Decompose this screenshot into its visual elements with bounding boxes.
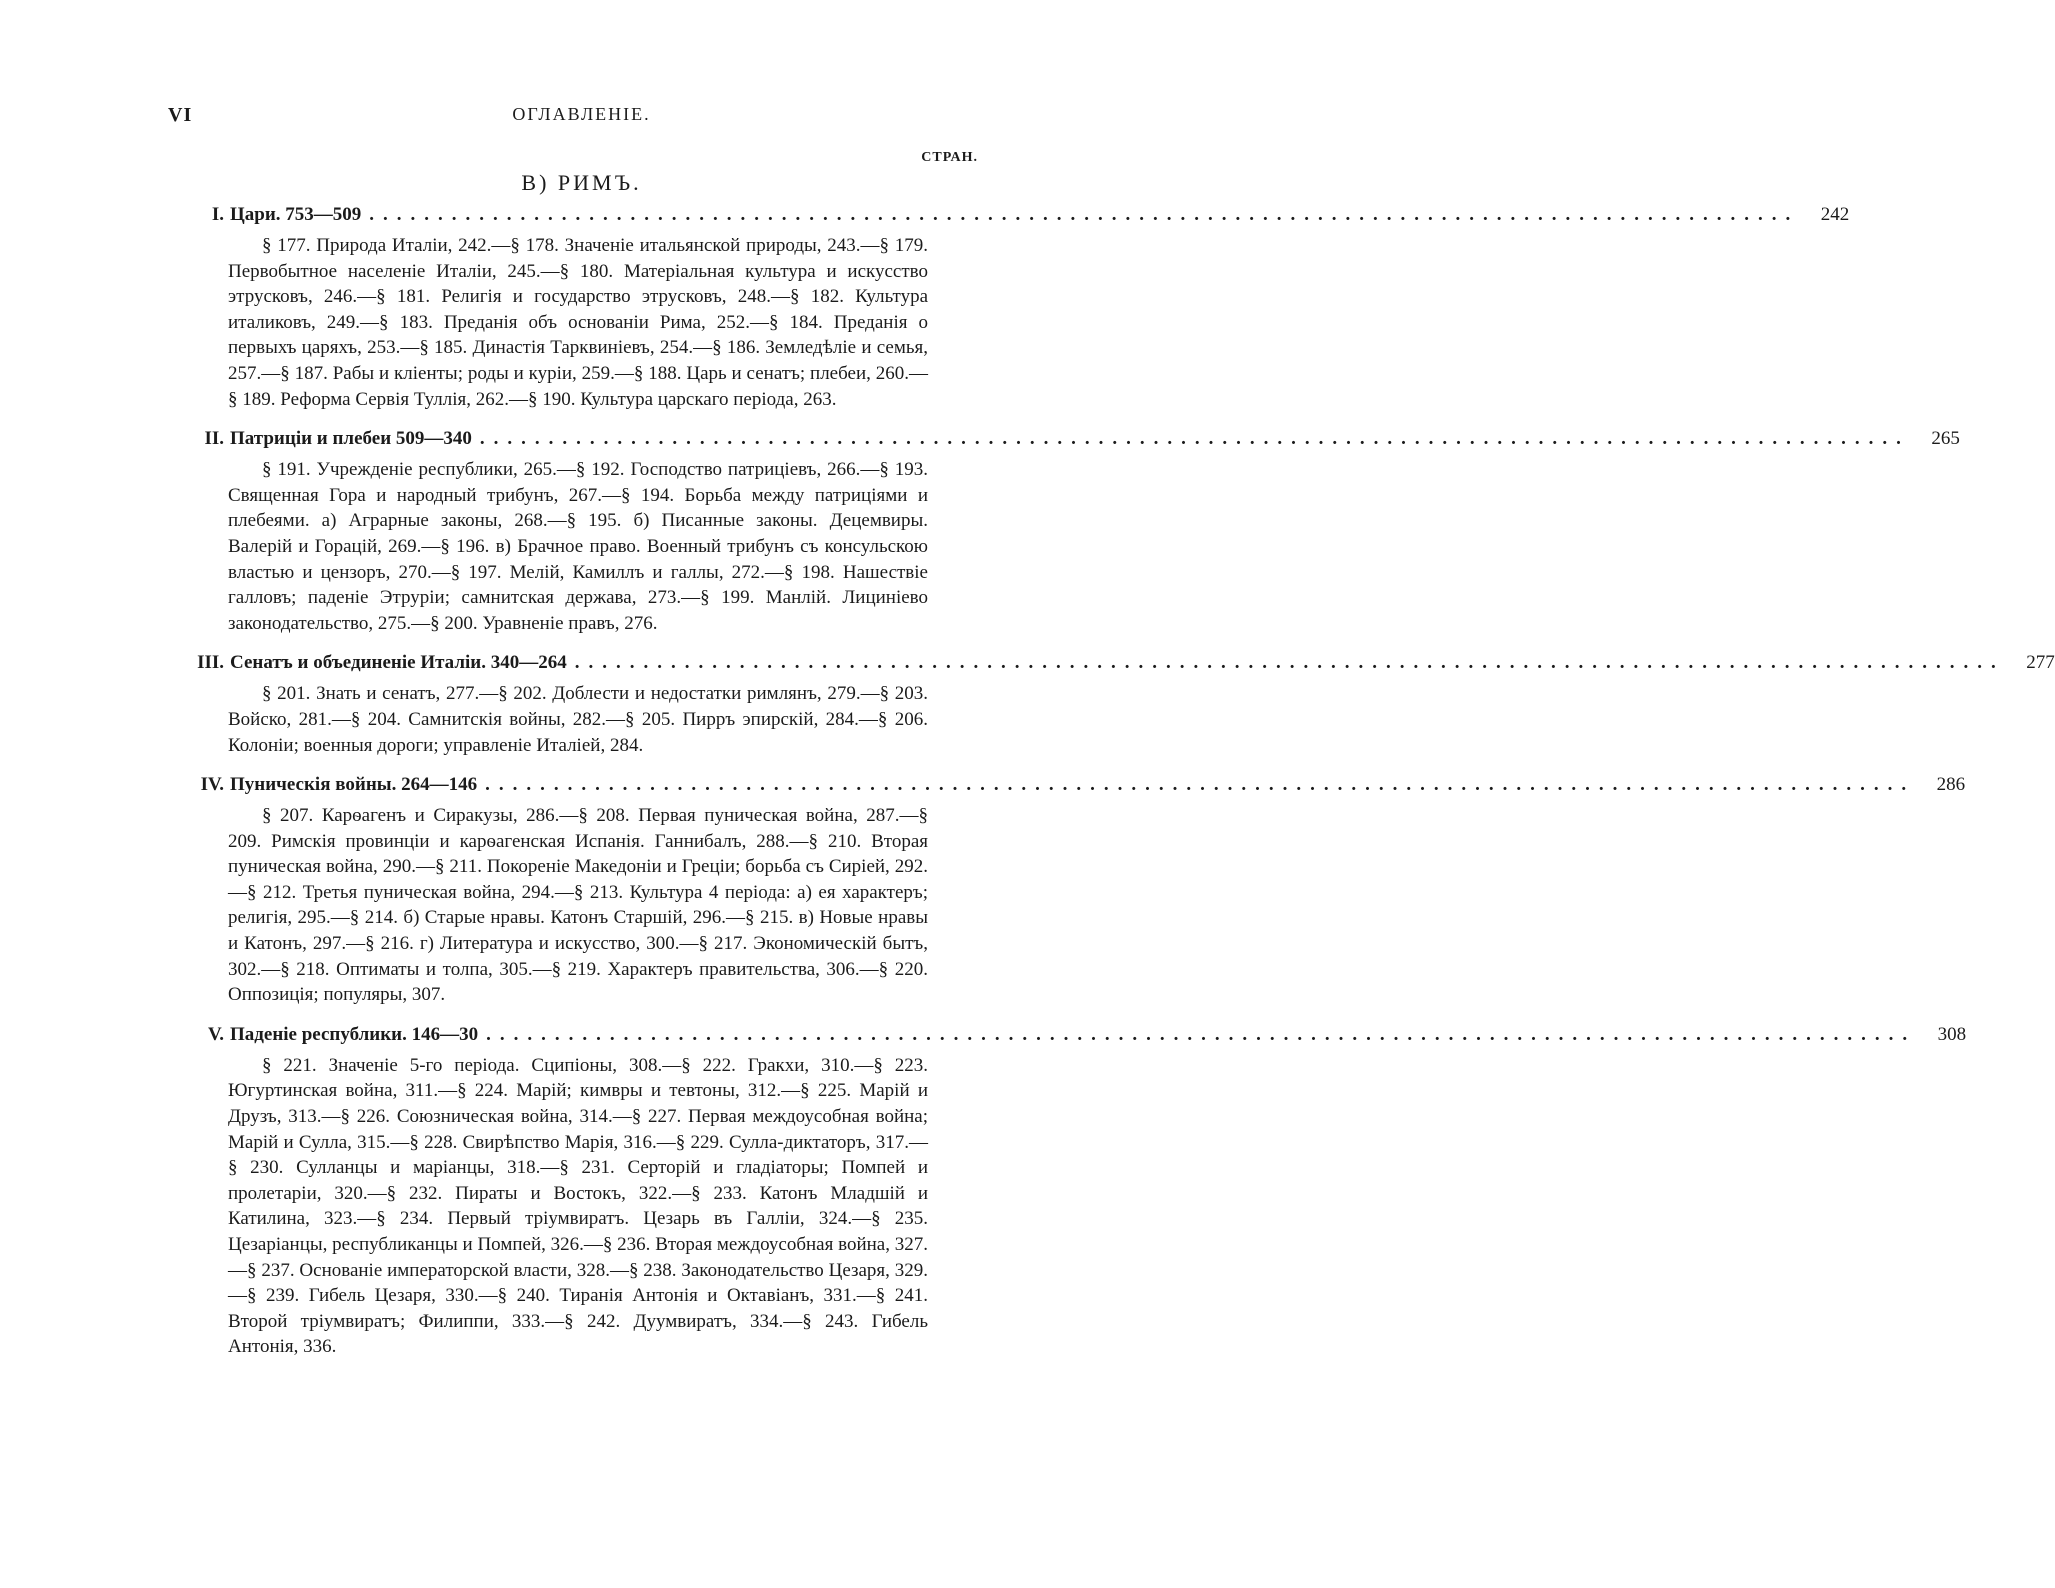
page-column-label: СТРАН. [921, 150, 978, 165]
chapter-page: 286 [1936, 774, 1966, 796]
chapter-title: Сенатъ и объединеніе Италіи. 340—264 [230, 652, 567, 674]
chapter-number: I. [211, 204, 224, 225]
chapter-page: 308 [1937, 1023, 1967, 1045]
chapter-heading[interactable] [180, 424, 1960, 454]
dot-leader: ........................................................................................................ [486, 1023, 1917, 1045]
chapter-contents: § 221. Значеніе 5-го періода. Сципіоны, 308.—§ 222. Гракхи, 310.—§ 223. Югуртинская война, 311.—§ 224. Марій; кимвры и тевтоны, 312.—§ 225. Марій и Друзъ, 313.—§ 226. Союзническая война, 314.—§ 227. Первая междоусобная война; Марій и Сулла, 315.—§ 228. Свирѣпство Марія, 316.—§ 229. Сулла-диктаторъ, 317.—§ 230. Сулланцы и маріанцы, 318.—§ 231. Серторій и гладіаторы; Помпей и пролетаріи, 320.—§ 232. Пираты и Востокъ, 322.—§ 233. Катонъ Младшій и Катилина, 323.—§ 234. Первый тріумвиратъ. Цезарь въ Галліи, 324.—§ 235. Цезаріанцы, республиканцы и Помпей, 326.—§ 236. Вторая междоусобная война, 327.—§ 237. Основаніе императорской власти, 328.—§ 238. Законодательство Цезаря, 329.—§ 239. Гибель Цезаря, 330.—§ 240. Тиранія Антонія и Октавіанъ, 331.—§ 241. Второй тріумвиратъ; Филиппи, 333.—§ 242. Дуумвиратъ, 334.—§ 243. Гибель Антонія, 336. [228, 1054, 928, 1358]
chapter-contents: § 201. Знать и сенатъ, 277.—§ 202. Доблести и недостатки римлянъ, 279.—§ 203. Войско, 281.—§ 204. Самнитскія войны, 282.—§ 205. Пирръ эпирскій, 284.—§ 206. Колоніи; военныя дороги; управленіе Италіей, 284. [228, 683, 928, 756]
toc-chapter-3 [180, 648, 2055, 758]
chapter-title: Паденіе республики. 146—30 [230, 1023, 479, 1045]
toc-chapter-4 [180, 770, 1966, 1008]
chapter-heading[interactable] [180, 648, 2055, 678]
chapter-heading[interactable] [180, 200, 1850, 230]
chapter-number: V. [207, 1023, 224, 1045]
chapter-number: III. [197, 652, 224, 674]
dot-leader: ........................................................................................................ [574, 652, 2005, 674]
toc-chapter-2 [180, 424, 1960, 636]
chapter-title: Патриціи и плебеи 509—340 [230, 428, 472, 450]
chapter-page: 277 [2026, 652, 2055, 674]
table-of-contents [180, 200, 2055, 1372]
chapter-number: IV. [200, 774, 224, 796]
part-title: В) РИМЪ. [521, 170, 642, 195]
chapter-contents: § 191. Учрежденіе республики, 265.—§ 192. Господство патриціевъ, 266.—§ 193. Священная Гора и народный трибунъ, 267.—§ 194. Борьба между патриціями и плебеями. а) Аграрные законы, 268.—§ 195. б) Писанные законы. Децемвиры. Валерій и Горацій, 269.—§ 196. в) Брачное право. Военный трибунъ съ консульскою властью и цензоръ, 270.—§ 197. Мелій, Камиллъ и галлы, 272.—§ 198. Нашествіе галловъ; паденіе Этруріи; самнитская держава, 273.—§ 199. Манлій. Лициніево законодательство, 275.—§ 200. Уравненіе правъ, 276. [228, 459, 928, 634]
chapter-title: Цари. 753—509 [230, 204, 362, 225]
toc-chapter-1 [180, 200, 1850, 412]
chapter-number: II. [204, 428, 224, 450]
chapter-heading[interactable] [180, 770, 1966, 800]
chapter-title: Пуническія войны. 264—146 [230, 774, 478, 796]
chapter-contents: § 177. Природа Италіи, 242.—§ 178. Значеніе итальянской природы, 243.—§ 179. Первобытное населеніе Италіи, 245.—§ 180. Матеріальная культура и искусство этрусковъ, 246.—§ 181. Религія и государство этрусковъ, 248.—§ 182. Культура италиковъ, 249.—§ 183. Преданія объ основаніи Рима, 252.—§ 184. Преданія о первыхъ царяхъ, 253.—§ 185. Династія Тарквиніевъ, 254.—§ 186. Земледѣліе и семья, 257.—§ 187. Рабы и кліенты; роды и куріи, 259.—§ 188. Царь и сенатъ; плебеи, 260.—§ 189. Реформа Сервія Туллія, 262.—§ 190. Культура царскаго періода, 263. [228, 235, 928, 410]
dot-leader: ........................................................................................................ [485, 774, 1916, 796]
chapter-contents: § 207. Карѳагенъ и Сиракузы, 286.—§ 208. Первая пуническая война, 287.—§ 209. Римскія провинціи и карѳагенская Испанія. Ганнибалъ, 288.—§ 210. Вторая пуническая война, 290.—§ 211. Покореніе Македоніи и Греціи; борьба съ Сиріей, 292.—§ 212. Третья пуническая война, 294.—§ 213. Культура 4 періода: а) ея характеръ; религія, 295.—§ 214. б) Старые нравы. Катонъ Старшій, 296.—§ 215. в) Новые нравы и Катонъ, 297.—§ 216. г) Литература и искусство, 300.—§ 217. Экономическій бытъ, 302.—§ 218. Оптиматы и толпа, 305.—§ 219. Характеръ правительства, 306.—§ 220. Оппозиція; популяры, 307. [228, 805, 928, 1006]
dot-leader: ........................................................................................................ [369, 204, 1800, 225]
chapter-heading[interactable] [180, 1020, 1967, 1050]
dot-leader: ........................................................................................................ [479, 428, 1910, 450]
running-title: ОГЛАВЛЕНІЕ. [512, 104, 651, 124]
toc-chapter-5 [180, 1020, 1967, 1360]
page-number: VI [168, 104, 193, 126]
chapter-page: 242 [1820, 204, 1850, 225]
chapter-page: 265 [1931, 428, 1960, 450]
